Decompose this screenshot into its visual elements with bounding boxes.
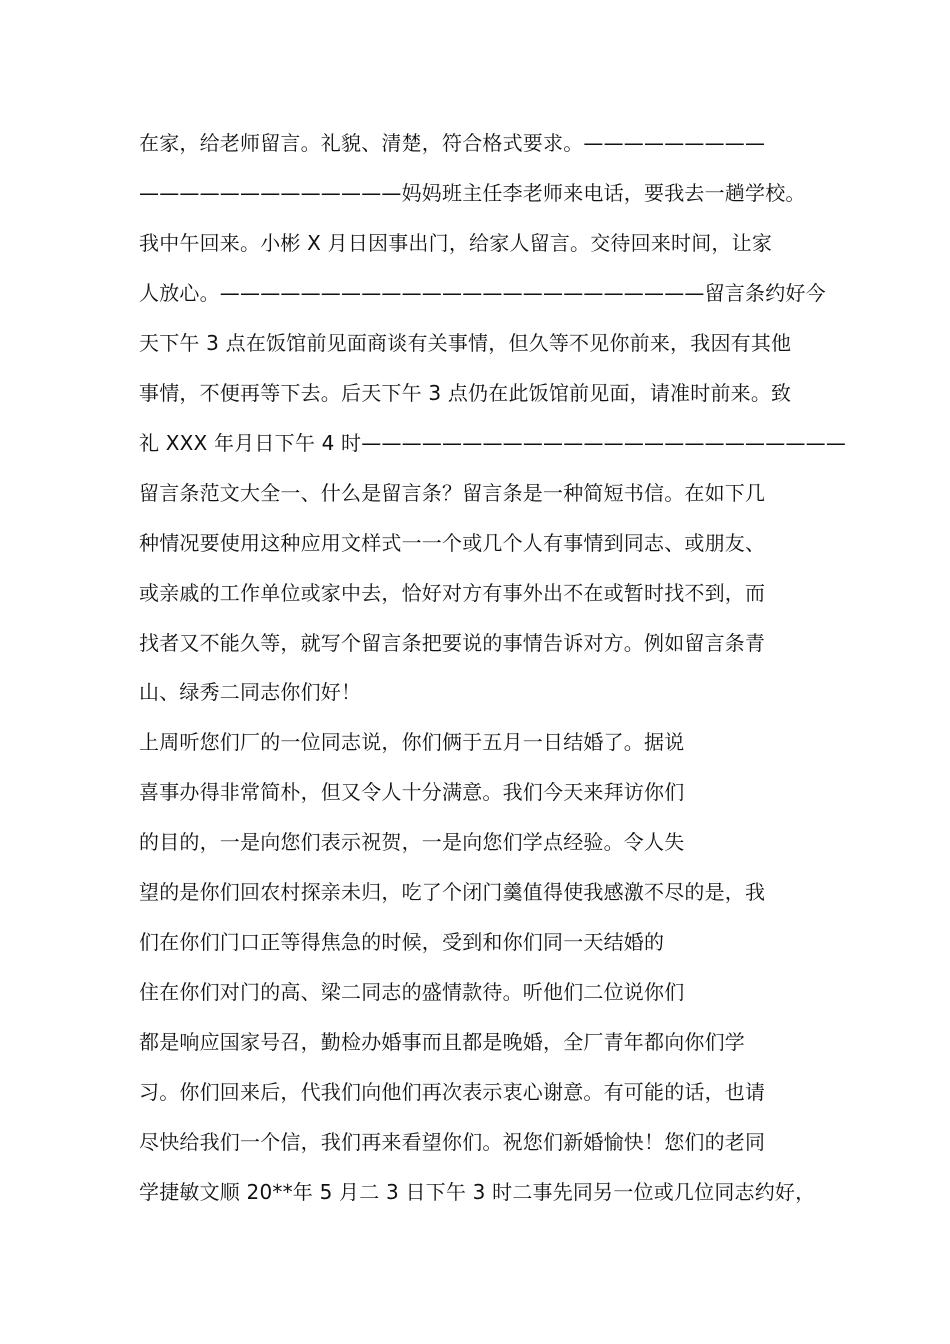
text-line: 找者又不能久等，就写个留言条把要说的事情告诉对方。例如留言条青: [139, 631, 766, 655]
text-line: 种情况要使用这种应用文样式一一个或几个人有事情到同志、或朋友、: [139, 531, 766, 555]
text-line: 习。你们回来后，代我们向他们再次表示衷心谢意。有可能的话，也请: [139, 1080, 766, 1104]
text-line: 都是响应国家号召，勤检办婚事而且都是晚婚，全厂青年都向你们学: [139, 1030, 745, 1054]
text-line: 留言条范文大全一、什么是留言条？留言条是一种简短书信。在如下几: [139, 481, 766, 505]
text-line: 天下午 3 点在饭馆前见面商谈有关事情，但久等不见你前来，我因有其他: [139, 331, 792, 355]
text-line: 礼 XXX 年月日下午 4 时————————————————————————: [139, 431, 847, 455]
text-line: 住在你们对门的高、梁二同志的盛情款待。听他们二位说你们: [139, 980, 685, 1004]
text-line: 的目的，一是向您们表示祝贺，一是向您们学点经验。令人失: [139, 830, 685, 854]
text-line: 尽快给我们一个信，我们再来看望你们。祝您们新婚愉快！您们的老同: [139, 1130, 766, 1154]
text-line: 上周听您们厂的一位同志说，你们俩于五月一日结婚了。据说: [139, 730, 685, 754]
text-line: 人放心。————————————————————————留言条约好今: [139, 281, 826, 305]
text-line: 们在你们门口正等得焦急的时候，受到和你们同一天结婚的: [139, 930, 665, 954]
text-line: —————————————妈妈班主任李老师来电话，要我去一趟学校。: [139, 181, 806, 205]
text-line: 望的是你们回农村探亲未归，吃了个闭门羹值得使我感激不尽的是，我: [139, 880, 766, 904]
text-line: 学捷敏文顺 20**年 5 月二 3 日下午 3 时二事先同另一位或几位同志约好，: [139, 1180, 816, 1204]
text-line: 山、绿秀二同志你们好！: [139, 680, 362, 704]
text-line: 或亲戚的工作单位或家中去，恰好对方有事外出不在或暂时找不到，而: [139, 581, 766, 605]
text-line: 喜事办得非常简朴，但又令人十分满意。我们今天来拜访你们: [139, 780, 685, 804]
text-line: 在家，给老师留言。礼貌、清楚，符合格式要求。—————————: [139, 131, 766, 155]
document-body: [139, 118, 847, 1217]
text-line: 事情，不便再等下去。后天下午 3 点仍在此饭馆前见面，请准时前来。致: [139, 381, 792, 405]
text-line: 我中午回来。小彬 X 月日因事出门，给家人留言。交待回来时间，让家: [139, 231, 773, 255]
